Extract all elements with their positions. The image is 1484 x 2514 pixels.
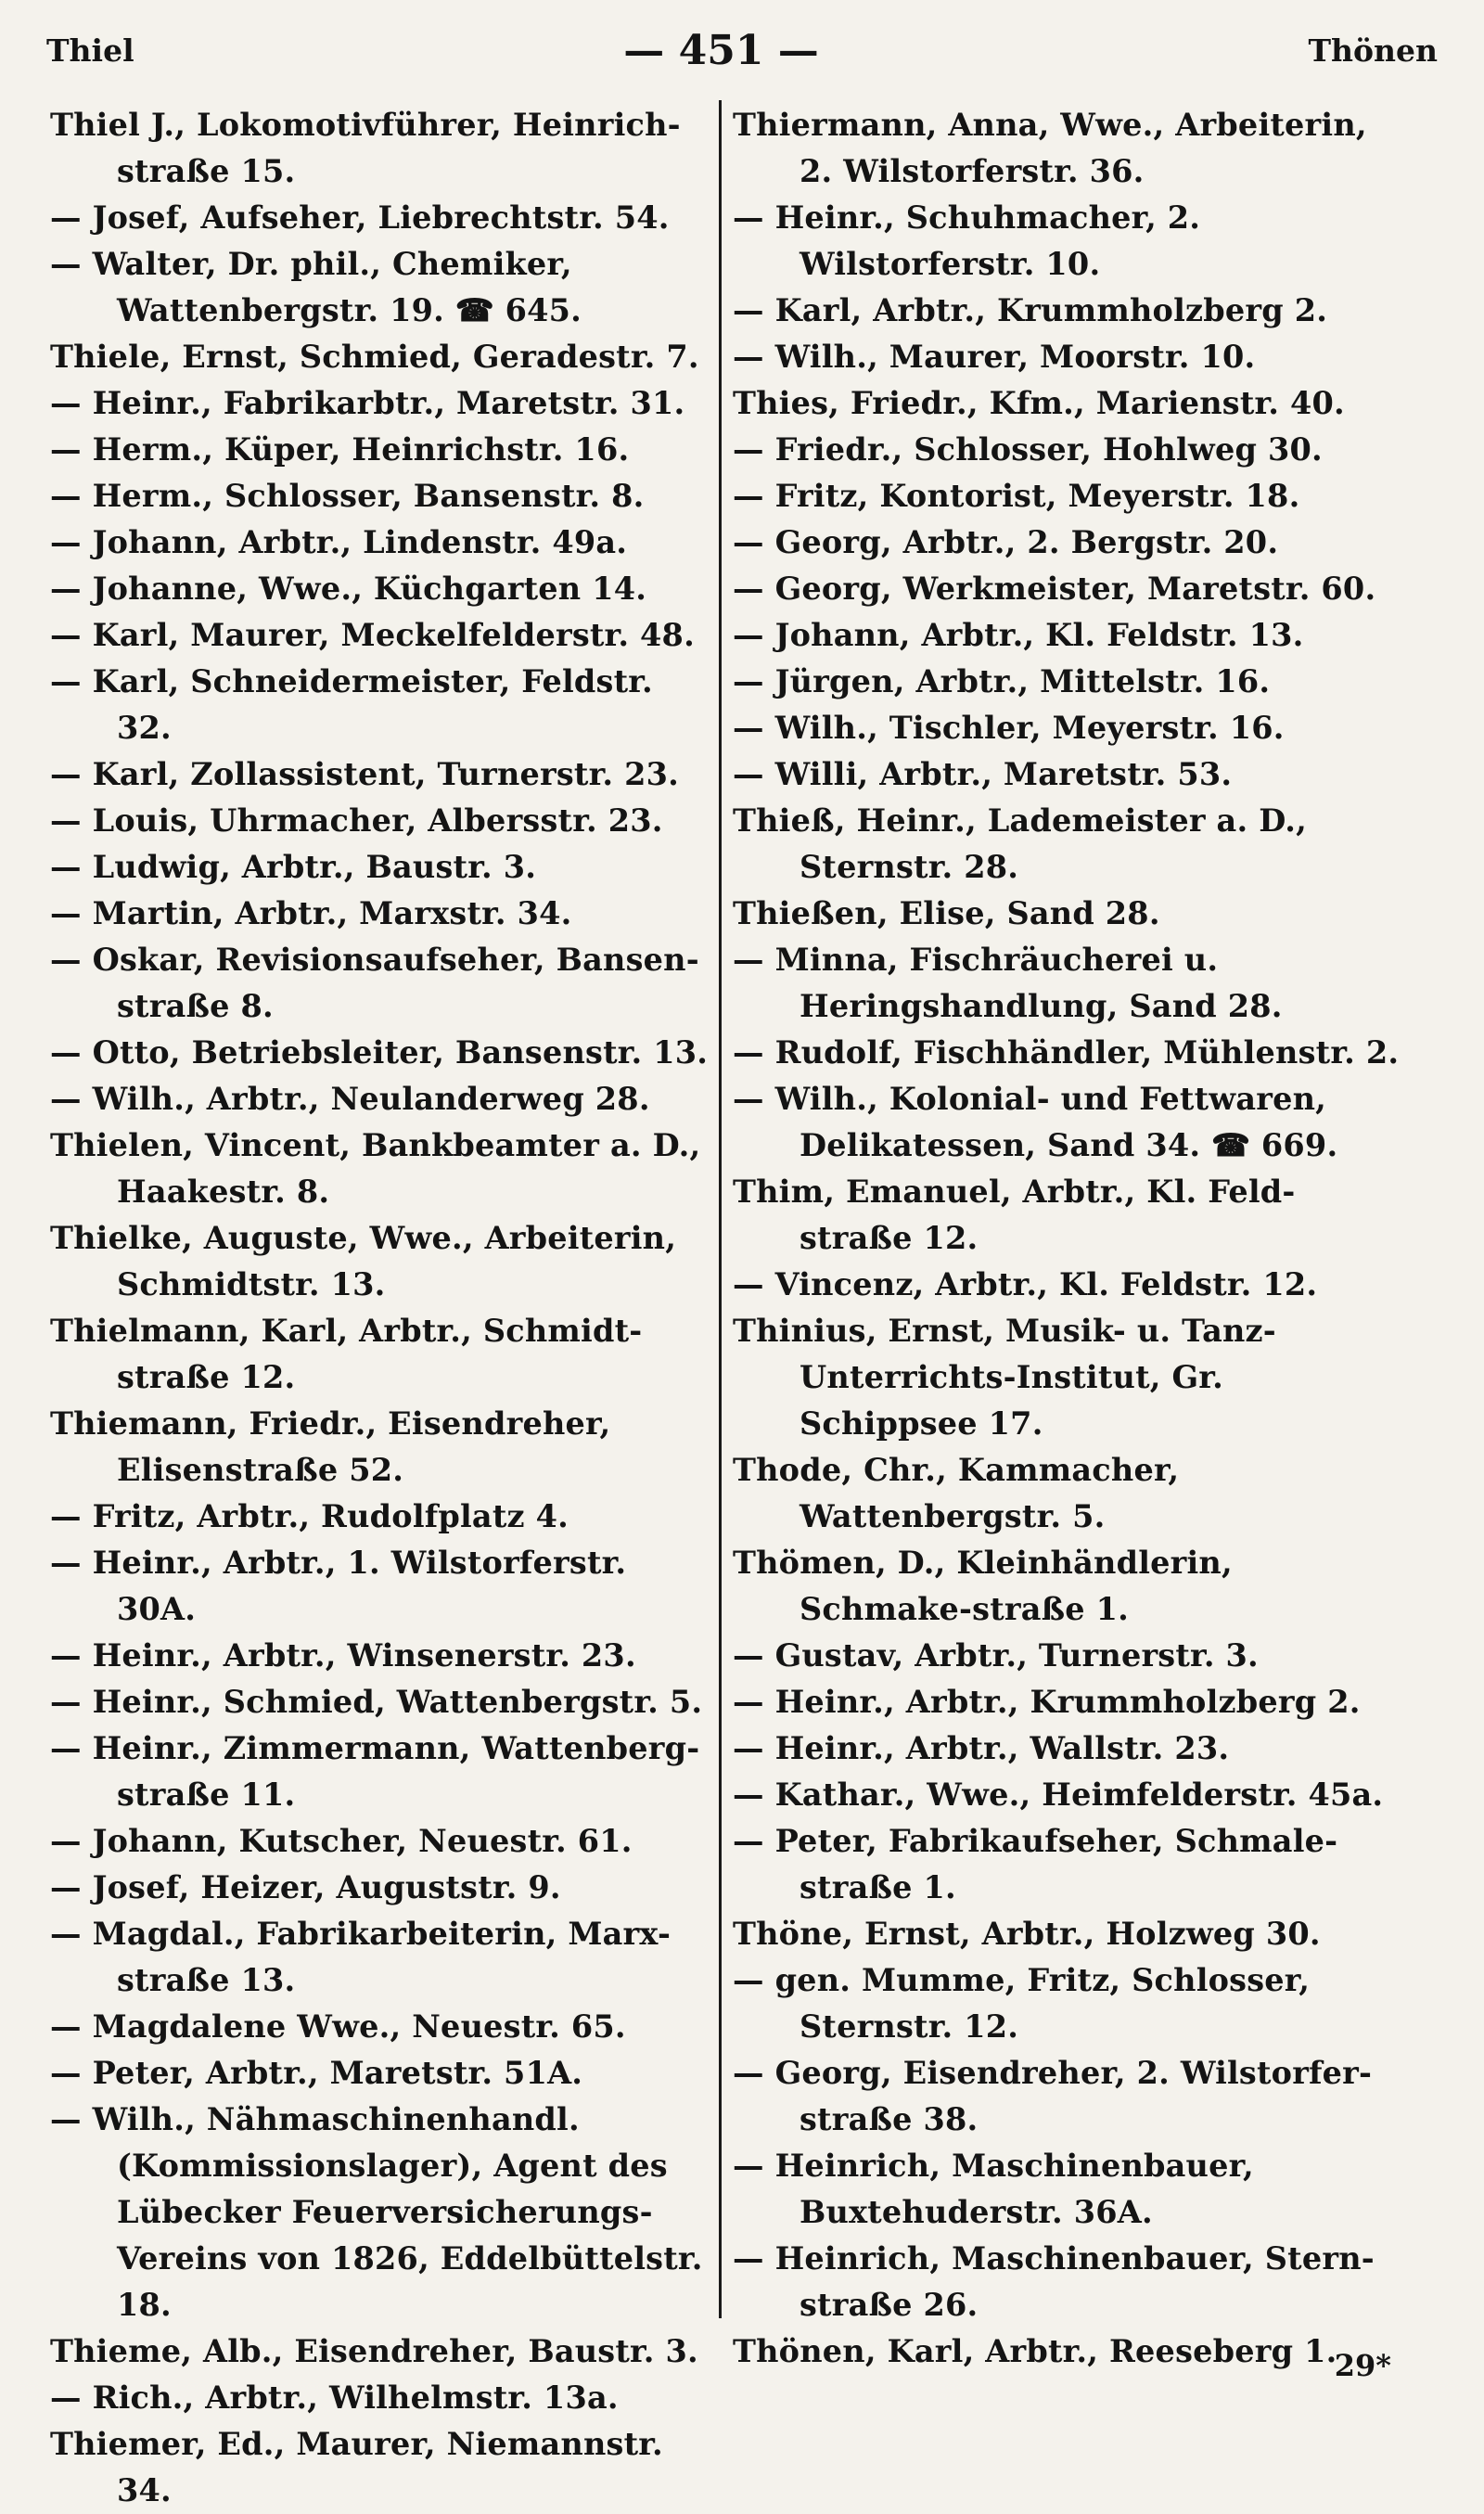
directory-entry: — Georg, Arbtr., 2. Bergstr. 20. [733, 524, 1279, 560]
header-right-catchword: Thönen [1308, 32, 1438, 69]
directory-entry: — Josef, Aufseher, Liebrechtstr. 54. [50, 199, 670, 236]
printer-signature: 29* [1334, 2348, 1391, 2383]
directory-entry: — Peter, Fabrikaufseher, Schmale-straße 1. [733, 1823, 1338, 1905]
directory-entry: — Walter, Dr. phil., Chemiker, Wattenbergstr. 19. ☎ 645. [50, 246, 582, 328]
directory-entry: — Martin, Arbtr., Marxstr. 34. [50, 895, 572, 931]
directory-entry: — Herm., Küper, Heinrichstr. 16. [50, 431, 630, 468]
directory-entry: Thiele, Ernst, Schmied, Geradestr. 7. [50, 339, 699, 375]
directory-entry: — Heinr., Schmied, Wattenbergstr. 5. [50, 1684, 703, 1720]
directory-entry: Thielen, Vincent, Bankbeamter a. D., Haakestr. 8. [50, 1127, 701, 1210]
directory-entry: — Heinr., Arbtr., Krummholzberg 2. [733, 1684, 1361, 1720]
directory-entry: — Johanne, Wwe., Küchgarten 14. [50, 571, 647, 607]
page-header [46, 13, 1438, 87]
directory-entry: — Minna, Fischräucherei u. Heringshandlung, Sand 28. [733, 942, 1283, 1024]
directory-entry: — Johann, Kutscher, Neuestr. 61. [50, 1823, 633, 1859]
directory-entry: — Kathar., Wwe., Heimfelderstr. 45a. [733, 1776, 1384, 1813]
directory-entry: — Jürgen, Arbtr., Mittelstr. 16. [733, 663, 1271, 699]
directory-entry: — Louis, Uhrmacher, Albersstr. 23. [50, 802, 663, 839]
directory-entry: — Willi, Arbtr., Maretstr. 53. [733, 756, 1233, 792]
directory-entry: — Rich., Arbtr., Wilhelmstr. 13a. [50, 2379, 619, 2416]
directory-entry: Thode, Chr., Kammacher, Wattenbergstr. 5. [733, 1452, 1180, 1534]
directory-entry: — Fritz, Kontorist, Meyerstr. 18. [733, 478, 1300, 514]
directory-entry: — Karl, Schneidermeister, Feldstr. 32. [50, 663, 653, 746]
directory-entry: — Rudolf, Fischhändler, Mühlenstr. 2. [733, 1034, 1400, 1071]
directory-entry: — Georg, Werkmeister, Maretstr. 60. [733, 571, 1376, 607]
directory-entry: — Peter, Arbtr., Maretstr. 51A. [50, 2055, 583, 2091]
directory-entry: — Karl, Arbtr., Krummholzberg 2. [733, 292, 1328, 328]
directory-entry: — Heinr., Fabrikarbtr., Maretstr. 31. [50, 385, 685, 421]
directory-entry: — Magdalene Wwe., Neuestr. 65. [50, 2008, 626, 2045]
directory-entry: — Heinr., Zimmermann, Wattenberg-straße 11. [50, 1730, 700, 1813]
directory-entry: — Otto, Betriebsleiter, Bansenstr. 13. [50, 1034, 709, 1071]
directory-entry: Thielmann, Karl, Arbtr., Schmidt-straße 12. [50, 1313, 643, 1395]
directory-entry: Thim, Emanuel, Arbtr., Kl. Feld-straße 12. [733, 1174, 1296, 1256]
directory-entry: — Heinr., Schuhmacher, 2. Wilstorferstr. 10. [733, 199, 1201, 282]
directory-entry: — Vincenz, Arbtr., Kl. Feldstr. 12. [733, 1266, 1318, 1302]
directory-entry: Thiemer, Ed., Maurer, Niemannstr. 34. [50, 2426, 663, 2508]
directory-entry: — Johann, Arbtr., Lindenstr. 49a. [50, 524, 628, 560]
directory-entry: — Wilh., Kolonial- und Fettwaren, Delikatessen, Sand 34. ☎ 669. [733, 1081, 1338, 1163]
directory-entry: — Herm., Schlosser, Bansenstr. 8. [50, 478, 645, 514]
directory-entry: Thieme, Alb., Eisendreher, Baustr. 3. [50, 2333, 698, 2369]
directory-entry: — Georg, Eisendreher, 2. Wilstorfer-straße 38. [733, 2055, 1373, 2137]
directory-entry: Thinius, Ernst, Musik- u. Tanz-Unterrichts-Institut, Gr. Schippsee 17. [733, 1313, 1276, 1442]
directory-entry: — Wilh., Maurer, Moorstr. 10. [733, 339, 1256, 375]
directory-entry: — Wilh., Arbtr., Neulanderweg 28. [50, 1081, 650, 1117]
directory-entry: Thieß, Heinr., Lademeister a. D., Sternstr. 28. [733, 802, 1307, 885]
directory-entry: Thießen, Elise, Sand 28. [733, 895, 1160, 931]
directory-entry: Thiel J., Lokomotivführer, Heinrich-straße 15. [50, 107, 681, 189]
directory-entry: — Karl, Maurer, Meckelfelderstr. 48. [50, 617, 695, 653]
right-column [733, 102, 1402, 2375]
directory-entry: Thöne, Ernst, Arbtr., Holzweg 30. [733, 1916, 1321, 1952]
page-number: — 451 — [623, 26, 819, 74]
directory-entry: — Gustav, Arbtr., Turnerstr. 3. [733, 1637, 1259, 1674]
directory-entry: — Josef, Heizer, Auguststr. 9. [50, 1869, 561, 1905]
directory-entry: — Magdal., Fabrikarbeiterin, Marx-straße 13. [50, 1916, 672, 1998]
directory-entry: Thies, Friedr., Kfm., Marienstr. 40. [733, 385, 1345, 421]
directory-entry: — Heinr., Arbtr., 1. Wilstorferstr. 30A. [50, 1545, 627, 1627]
directory-entry: — Ludwig, Arbtr., Baustr. 3. [50, 849, 537, 885]
left-column [50, 102, 709, 2514]
header-left-catchword: Thiel [46, 32, 134, 69]
directory-entry: — Fritz, Arbtr., Rudolfplatz 4. [50, 1498, 569, 1534]
directory-entry: — Heinr., Arbtr., Winsenerstr. 23. [50, 1637, 636, 1674]
directory-entry: — Wilh., Tischler, Meyerstr. 16. [733, 710, 1285, 746]
directory-entry: — Johann, Arbtr., Kl. Feldstr. 13. [733, 617, 1304, 653]
directory-entry: — Heinrich, Maschinenbauer, Buxtehuderstr. 36A. [733, 2148, 1254, 2230]
directory-entry: Thönen, Karl, Arbtr., Reeseberg 1. [733, 2333, 1337, 2369]
directory-entry: Thömen, D., Kleinhändlerin, Schmake-straße 1. [733, 1545, 1233, 1627]
directory-entry: Thiermann, Anna, Wwe., Arbeiterin, 2. Wilstorferstr. 36. [733, 107, 1367, 189]
directory-entry: Thiemann, Friedr., Eisendreher, Elisenstraße 52. [50, 1405, 611, 1488]
directory-entry: — Oskar, Revisionsaufseher, Bansen-straße 8. [50, 942, 699, 1024]
directory-entry: — Friedr., Schlosser, Hohlweg 30. [733, 431, 1323, 468]
directory-entry: — Wilh., Nähmaschinenhandl. (Kommissionslager), Agent des Lübecker Feuerversicherungs-Vereins von 1826, Eddelbüttelstr. 18. [50, 2101, 703, 2323]
directory-entry: Thielke, Auguste, Wwe., Arbeiterin, Schmidtstr. 13. [50, 1220, 677, 1302]
column-divider [719, 100, 722, 2318]
directory-entry: — Heinrich, Maschinenbauer, Stern-straße 26. [733, 2240, 1375, 2323]
directory-entry: — Heinr., Arbtr., Wallstr. 23. [733, 1730, 1230, 1766]
directory-entry: — gen. Mumme, Fritz, Schlosser, Sternstr. 12. [733, 1962, 1311, 2045]
directory-entry: — Karl, Zollassistent, Turnerstr. 23. [50, 756, 679, 792]
